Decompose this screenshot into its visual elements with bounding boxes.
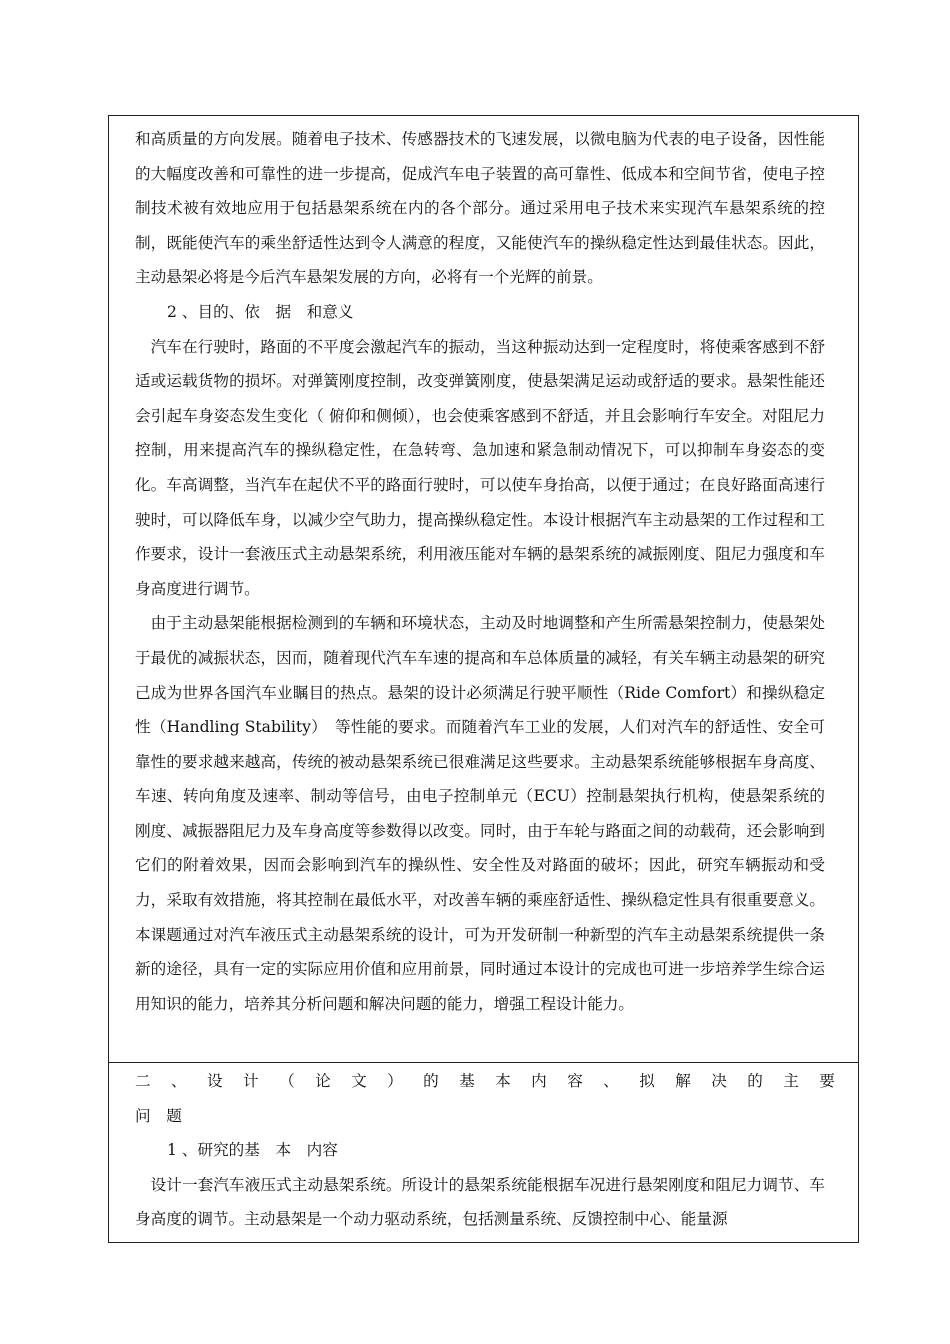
title-char: 决 xyxy=(711,1072,727,1090)
row-divider xyxy=(109,1062,858,1063)
title-char: 解 xyxy=(675,1072,691,1090)
title-char: ） xyxy=(387,1072,403,1090)
title-char: 容 xyxy=(567,1072,583,1090)
section-2-cell xyxy=(135,1064,835,1237)
title-char: 要 xyxy=(819,1072,835,1090)
title-char: 基 xyxy=(459,1072,475,1090)
paragraph-vibration: 汽车在行驶时，路面的不平度会激起汽车的振动，当这种振动达到一定程度时，将使乘客感到不舒适或运载货物的损坏。对弹簧刚度控制，改变弹簧刚度，使悬架满足运动或舒适的要求。悬架性能还会引起车身姿态发生变化（ 俯仰和侧倾），也会使乘客感到不舒适，并且会影响行车安全。对阻尼力控制，用来提高汽车的操纵稳定性，在急转弯、急加速和紧急制动情况下，可以抑制车身姿态的变化。车高调整，当汽车在起伏不平的路面行驶时，可以使车身抬高，以便于通过；在良好路面高速行驶时，可以降低车身，以减少空气助力，提高操纵稳定性。本设计根据汽车主动悬架的工作过程和工作要求，设计一套液压式主动悬架系统，利用液压能对车辆的悬架系统的减振刚度、阻尼力强度和车身高度进行调节。 xyxy=(135,337,825,598)
title-char: （ xyxy=(279,1072,295,1090)
section-1-cell xyxy=(135,122,825,1021)
subheading-purpose: 2 、目的、依 据 和意义 xyxy=(167,302,354,321)
intro-paragraph: 和高质量的方向发展。随着电子技术、传感器技术的飞速发展，以微电脑为代表的电子设备，因性能的大幅度改善和可靠性的进一步提高，促成汽车电子装置的高可靠性、低成本和空间节省，使电子控制技术被有效地应用于包括悬架系统在内的各个部分。通过采用电子技术来实现汽车悬架系统的控制，既能使汽车的乘坐舒适性达到令人满意的程度，又能使汽车的操纵稳定性达到最佳状态。因此，主动悬架必将是今后汽车悬架发展的方向，必将有一个光辉的前景。 xyxy=(135,130,825,287)
title-char: 文 xyxy=(351,1072,367,1090)
paragraph-design-task: 设计一套汽车液压式主动悬架系统。所设计的悬架系统能根据车况进行悬架刚度和阻尼力调节、车身高度的调节。主动悬架是一个动力驱动系统，包括测量系统、反馈控制中心、能量源 xyxy=(135,1175,825,1229)
title-char: 的 xyxy=(747,1072,763,1090)
title-char: 、 xyxy=(603,1072,619,1090)
subheading-research-content: 1 、研究的基 本 内容 xyxy=(167,1141,338,1160)
title-char: 计 xyxy=(243,1072,259,1090)
section-2-title-line2: 问 题 xyxy=(135,1106,182,1125)
title-char: 拟 xyxy=(639,1072,655,1090)
paragraph-active-suspension: 由于主动悬架能根据检测到的车辆和环境状态，主动及时地调整和产生所需悬架控制力，使悬架处于最优的减振状态，因而，随着现代汽车车速的提高和车总体质量的减轻，有关车辆主动悬架的研究己成为世界各国汽车业瞩目的热点。悬架的设计必须满足行驶平顺性（Ride Comfort）和操纵稳定性（Handling Stability） 等性能的要求。而随着汽车工业的发展，人们对汽车的舒适性、安全可靠性的要求越来越高，传统的被动悬架系统已很难满足这些要求。主动悬架系统能够根据车身高度、车速、转向角度及速率、制动等信号，由电子控制单元（ECU）控制悬架执行机构，使悬架系统的刚度、减振器阻尼力及车身高度等参数得以改变。同时，由于车轮与路面之间的动载荷，还会影响到它们的附着效果，因而会影响到汽车的操纵性、安全性及对路面的破坏；因此，研究车辆振动和受力，采取有效措施，将其控制在最低水平，对改善车辆的乘座舒适性、操纵稳定性具有很重要意义。本课题通过对汽车液压式主动悬架系统的设计，可为开发研制一种新型的汽车主动悬架系统提供一条新的途径，具有一定的实际应用价值和应用前景，同时通过本设计的完成也可进一步培养学生综合运用知识的能力，培养其分析问题和解决问题的能力，增强工程设计能力。 xyxy=(135,614,825,1013)
title-char: 二 xyxy=(135,1072,151,1090)
title-char: 、 xyxy=(171,1072,187,1090)
form-table xyxy=(108,115,859,1243)
section-2-title xyxy=(135,1064,835,1099)
title-char: 主 xyxy=(783,1072,799,1090)
title-char: 论 xyxy=(315,1072,331,1090)
title-char: 本 xyxy=(495,1072,511,1090)
title-char: 的 xyxy=(423,1072,439,1090)
title-char: 内 xyxy=(531,1072,547,1090)
title-char: 设 xyxy=(207,1072,223,1090)
